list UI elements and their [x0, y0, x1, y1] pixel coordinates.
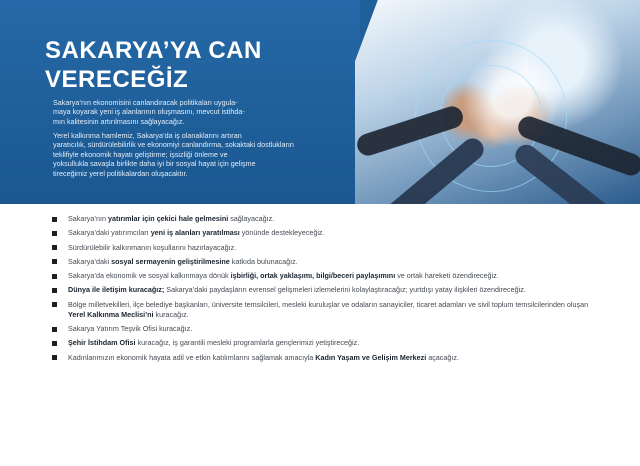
list-item: Sakarya Yatırım Teşvik Ofisi kuracağız.	[52, 324, 592, 334]
list-item: Dünya ile iletişim kuracağız; Sakarya’daki paydaşların evrensel gelişmeleri izlemelerini kolaylaştıracağız; yurtdışı yatay ilişkileri özendireceğiz.	[52, 285, 592, 295]
intro-paragraph-2: Yerel kalkınma hamlemiz, Sakarya’da iş olanaklarını artıran yaratıcılık, sürdürülebilirlik ve ekonomiyi canlandırma, sokaktaki dostlukların teklifiyle ekonomik hayatı geliştirme; işsizliği önleme ve yoksullukla savaşla birlikte daha iyi bir sosyal hayat için gelişme tireceğimiz yerel politikalardan oluşacaktır.	[53, 131, 294, 178]
list-item: Sürdürülebilir kalkınmanın koşullarını hazırlayacağız.	[52, 243, 592, 253]
page-title	[45, 36, 345, 94]
title-line-2: VERECEĞİZ	[45, 66, 189, 93]
commitment-list	[52, 214, 592, 367]
list-item: Sakarya’daki yatırımcıları yeni iş alanları yaratılması yönünde destekleyeceğiz.	[52, 228, 592, 238]
list-item: Bölge milletvekilleri, ilçe belediye başkanları, üniversite temsilcileri, mesleki kuruluşlar ve odaların sanayiciler, ticaret adamları ve sivil toplum temsilcilerinden oluşan Yerel Kalkınma Meclisi’ni kuracağız.	[52, 300, 592, 320]
list-item: Kadınlarımızın ekonomik hayata adil ve etkin katılımlarını sağlamak amacıyla Kadın Yaşam ve Gelişim Merkezi açacağız.	[52, 353, 592, 363]
title-line-1: SAKARYA’YA CAN	[45, 37, 262, 64]
list-item: Sakarya’da ekonomik ve sosyal kalkınmaya dönük işbirliği, ortak yaklaşımı, bilgi/beceri paylaşımını ve ortak hareketi özendireceğiz.	[52, 271, 592, 281]
hero-banner	[0, 0, 640, 204]
list-item: Şehir İstihdam Ofisi kuracağız, iş garantili mesleki programlarla gençlerimizi yetiştireceğiz.	[52, 338, 592, 348]
intro-paragraph-1: Sakarya’nın ekonomisini canlandıracak politikaları uygula- maya koyarak yeni iş alanlarının oluşmasını, mevcut istihda- mın kalitesinin artırılmasını sağlayacağız.	[53, 98, 245, 126]
list-item: Sakarya’daki sosyal sermayenin geliştirilmesine katkıda bulunacağız.	[52, 257, 592, 267]
teamwork-hands-photo	[355, 0, 640, 204]
list-item: Sakarya’nın yatırımlar için çekici hale gelmesini sağlayacağız.	[52, 214, 592, 224]
